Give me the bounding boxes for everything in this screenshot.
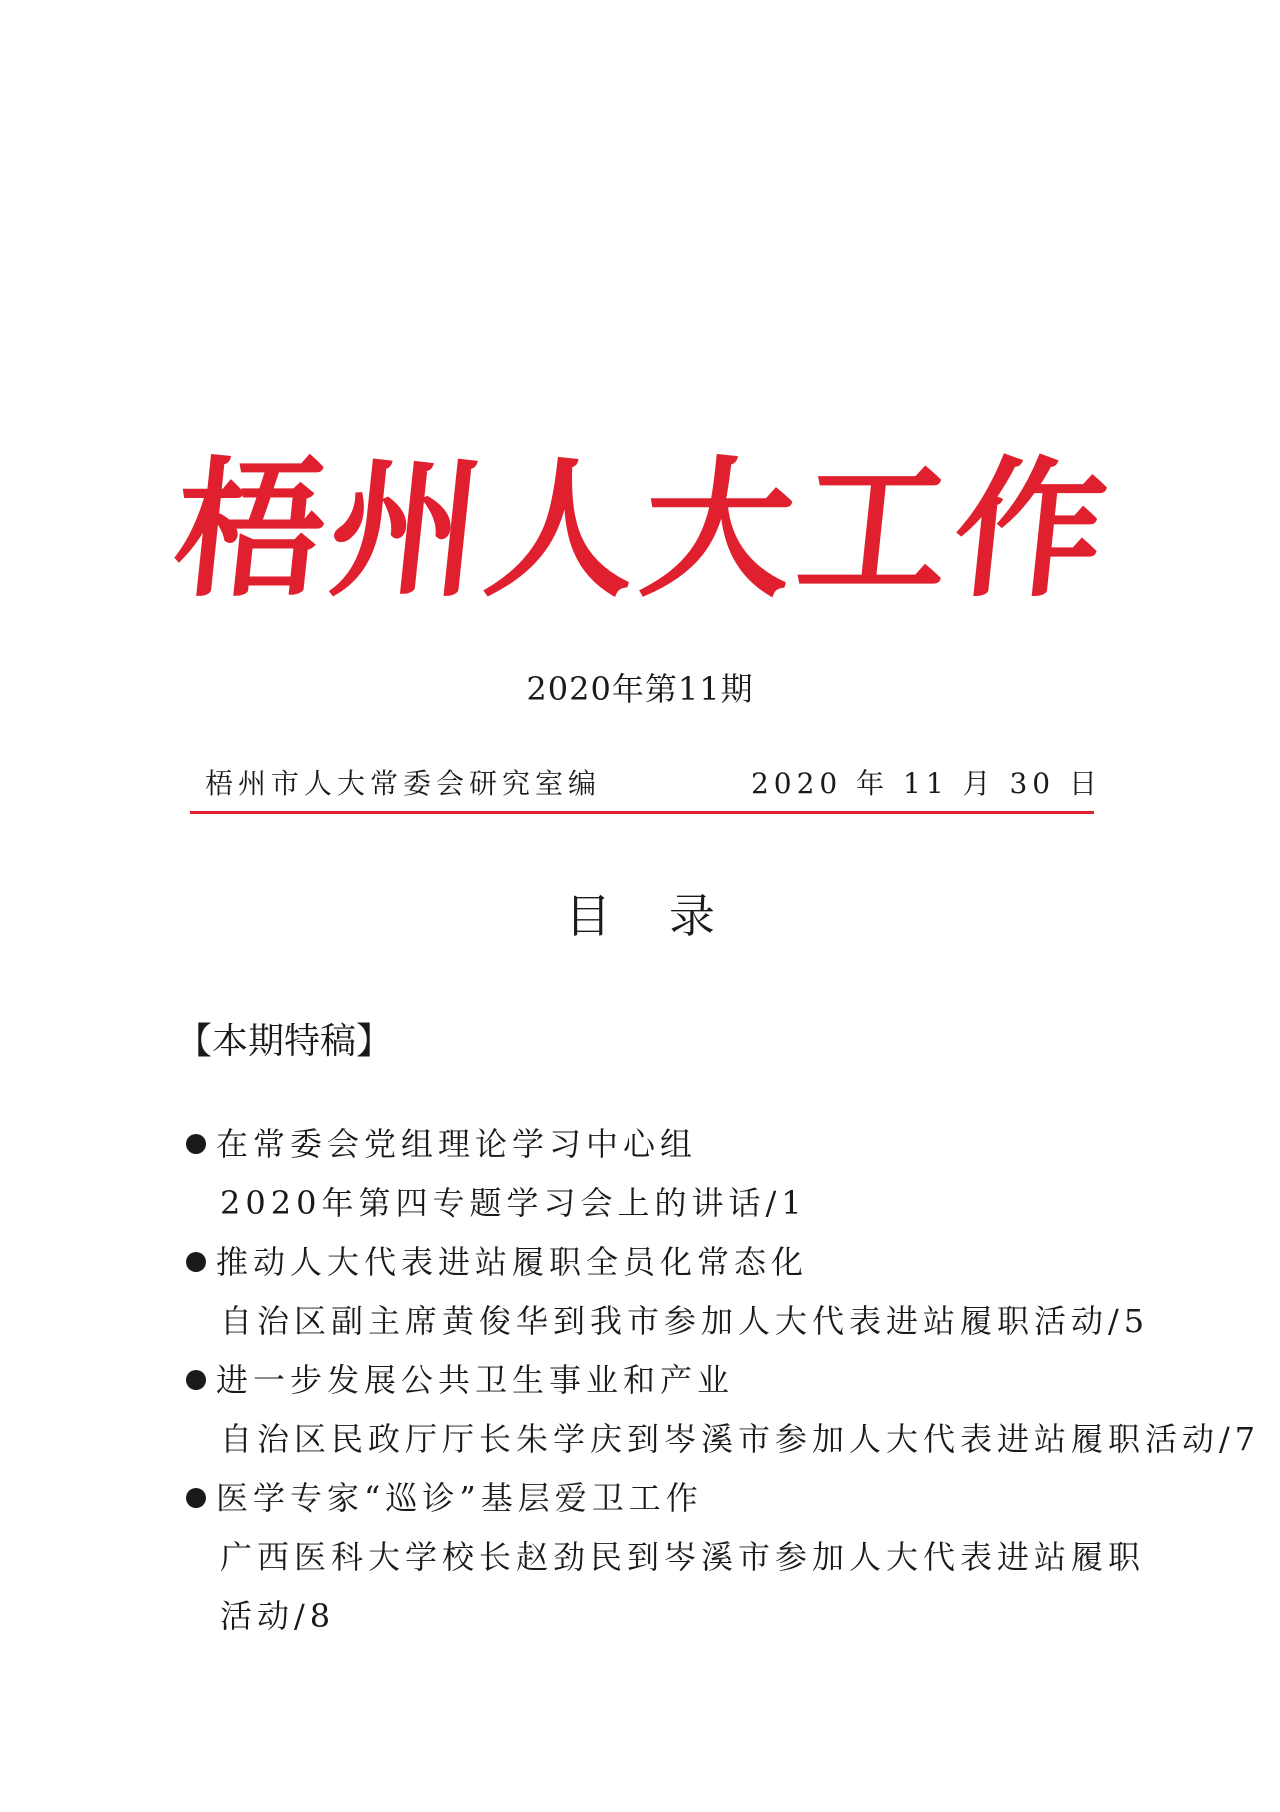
toc-item-subtitle-continued: 活动/8 [220,1597,336,1635]
masthead-char: 作 [945,442,1115,618]
masthead-title [165,440,1115,620]
toc-item[interactable] [186,1351,1261,1469]
toc-item-subtitle: 自治区民政厅厅长朱学庆到岑溪市参加人大代表进站履职活动/7 [220,1420,1261,1458]
masthead-char: 州 [321,442,491,618]
publish-date: 2020 年 11 月 30 日 [750,767,1102,800]
bullet-icon [186,1370,206,1390]
toc-item-subtitle: 自治区副主席黄俊华到我市参加人大代表进站履职活动/5 [220,1302,1150,1340]
toc-item-subtitle: 广西医科大学校长赵劲民到岑溪市参加人大代表进站履职 [220,1538,1146,1576]
toc-item[interactable] [186,1469,1226,1646]
header-divider [190,811,1094,814]
editor-credit: 梧州市人大常委会研究室编 [205,767,602,800]
toc-item-title: 推动人大代表进站履职全员化常态化 [216,1243,809,1281]
section-heading: 【本期特稿】 [176,1021,393,1062]
bullet-icon [186,1134,206,1154]
masthead-char: 工 [789,442,959,618]
toc-title: 目录 [565,889,773,943]
issue-number: 2020年第11期 [526,670,754,708]
bullet-icon [186,1252,206,1272]
toc-item-title: 在常委会党组理论学习中心组 [216,1125,698,1163]
toc-item[interactable] [186,1233,1226,1351]
toc-item-heading[interactable] [186,1233,1226,1292]
toc-item-heading[interactable] [186,1351,1226,1410]
toc-list [186,1115,1261,1646]
toc-item-title: 进一步发展公共卫生事业和产业 [216,1361,735,1399]
toc-item-heading[interactable] [186,1469,1226,1528]
toc-item[interactable] [186,1115,1226,1233]
toc-item-subtitle: 2020年第四专题学习会上的讲话/1 [220,1184,807,1222]
toc-item-title: 医学专家“巡诊”基层爱卫工作 [216,1479,703,1517]
masthead-char: 大 [633,442,803,618]
bullet-icon [186,1488,206,1508]
toc-item-heading[interactable] [186,1115,1226,1174]
masthead-char: 人 [477,442,647,618]
masthead-char: 梧 [165,442,335,618]
